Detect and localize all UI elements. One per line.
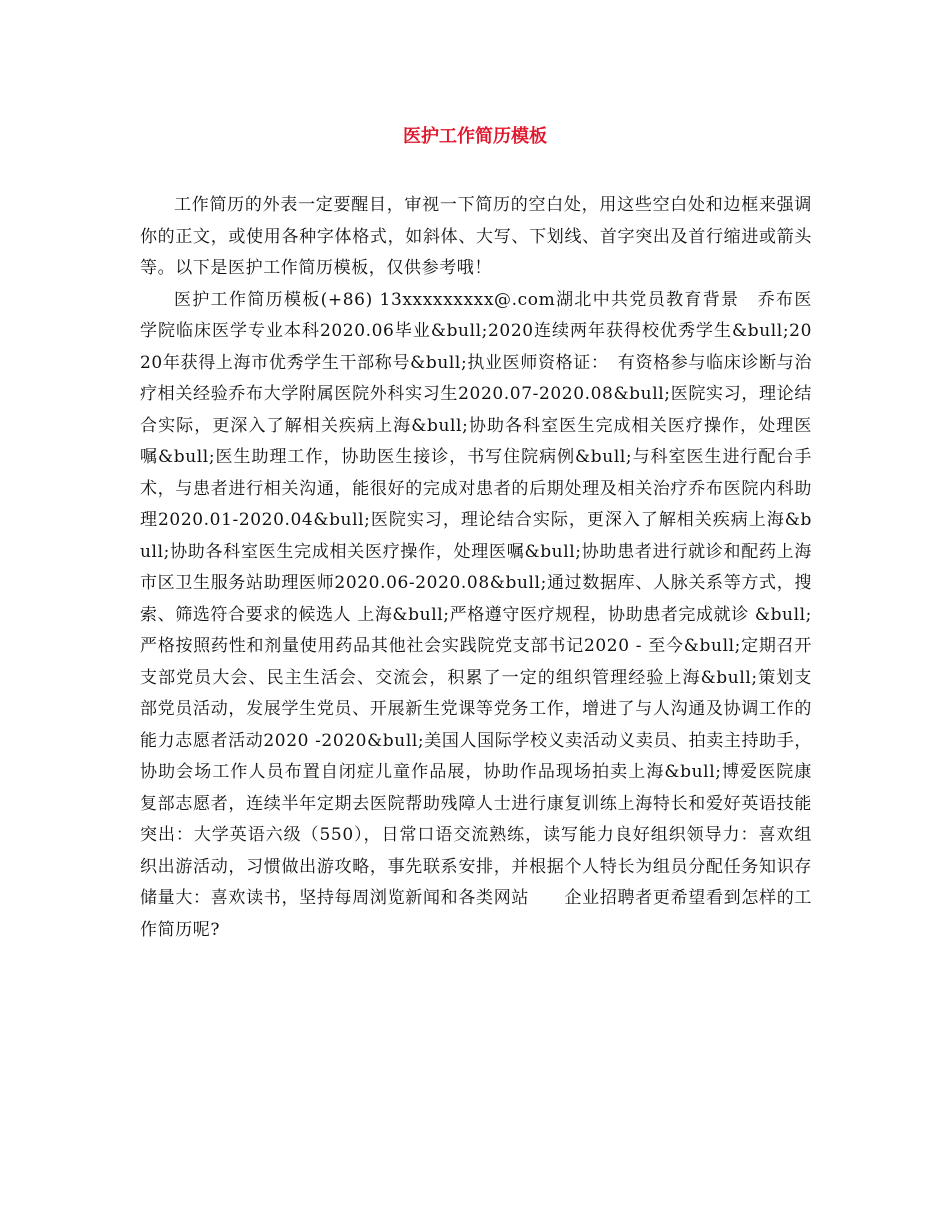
intro-paragraph: 工作简历的外表一定要醒目，审视一下简历的空白处，用这些空白处和边框来强调你的正文，或使用各种字体格式，如斜体、大写、下划线、首字突出及首行缩进或箭头等。以下是医护工作简历模板，仅供参考哦！ bbox=[140, 195, 812, 278]
document-title: 医护工作简历模板 bbox=[403, 126, 547, 147]
document-body bbox=[140, 190, 812, 946]
resume-paragraph: 医护工作简历模板(+86) 13xxxxxxxxx@.com湖北中共党员教育背景 乔布医学院临床医学专业本科2020.06毕业&bull;2020连续两年获得校优秀学生&bull;2020年获得上海市优秀学生干部称号&bull;执业医师资格证： 有资格参与临床诊断与治疗相关经验乔布大学附属医院外科实习生2020.07-2020.08&bull;医院实习，理论结合实际，更深入了解相关疾病上海&bull;协助各科室医生完成相关医疗操作，处理医嘱&bull;医生助理工作，协助医生接诊，书写住院病例&bull;与科室医生进行配台手术，与患者进行相关沟通，能很好的完成对患者的后期处理及相关治疗乔布医院内科助理2020.01-2020.04&bull;医院实习，理论结合实际，更深入了解相关疾病上海&bull;协助各科室医生完成相关医疗操作，处理医嘱&bull;协助患者进行就诊和配药上海市区卫生服务站助理医师2020.06-2020.08&bull;通过数据库、人脉关系等方式，搜索、筛选符合要求的候选人 上海&bull;严格遵守医疗规程，协助患者完成就诊 &bull;严格按照药性和剂量使用药品其他社会实践院党支部书记2020 - 至今&bull;定期召开支部党员大会、民主生活会、交流会，积累了一定的组织管理经验上海&bull;策划支部党员活动，发展学生党员、开展新生党课等党务工作，增进了与人沟通及协调工作的能力志愿者活动2020 -2020&bull;美国人国际学校义卖活动义卖员、拍卖主持助手，协助会场工作人员布置自闭症儿童作品展，协助作品现场拍卖上海&bull;博爱医院康复部志愿者，连续半年定期去医院帮助残障人士进行康复训练上海特长和爱好英语技能突出：大学英语六级（550），日常口语交流熟练，读写能力良好组织领导力：喜欢组织出游活动，习惯做出游攻略，事先联系安排，并根据个人特长为组员分配任务知识存储量大：喜欢读书，坚持每周浏览新闻和各类网站 企业招聘者更希望看到怎样的工作简历呢? bbox=[140, 289, 812, 940]
